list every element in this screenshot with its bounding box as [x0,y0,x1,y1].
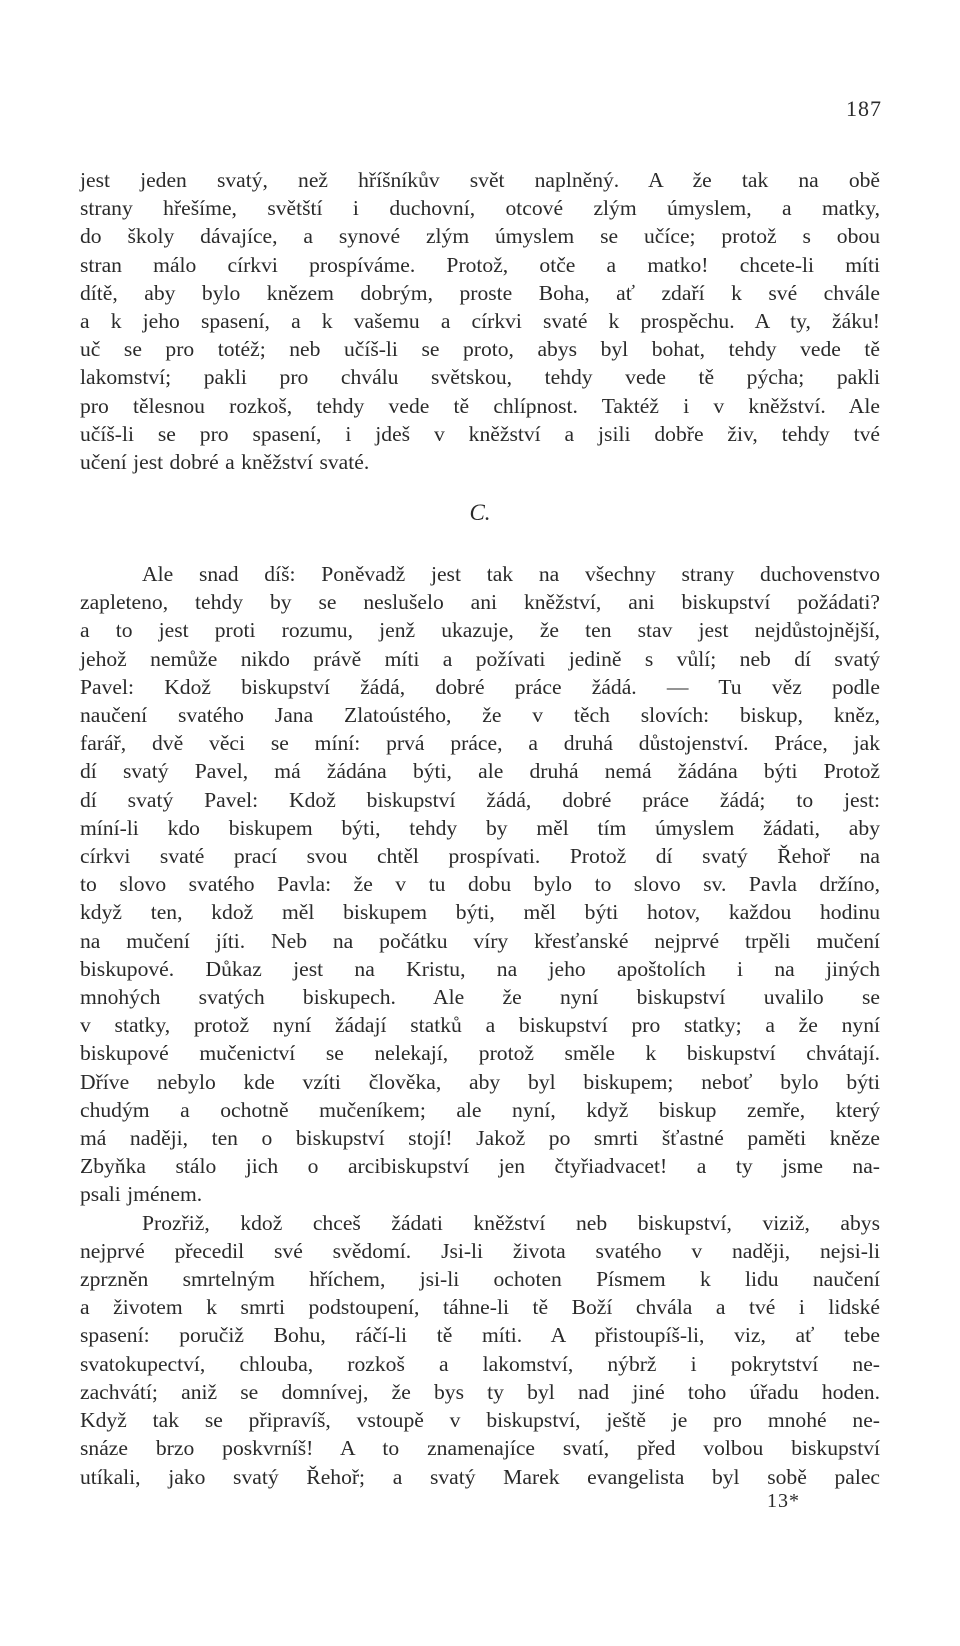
text-line: stran málo církvi prospíváme. Protož, otče a matko! chcete-li míti [80,252,880,277]
text-line: uč se pro totéž; neb učíš-li se proto, abys byl bohat, tehdy vede tě [80,337,880,362]
text-line: snáze brzo poskvrníš! A to znamenajíce svatí, před volbou biskupství [80,1436,880,1461]
text-line: jest jeden svatý, než hříšníkův svět naplněný. A že tak na obě [80,168,880,192]
text-line: utíkali, jako svatý Řehoř; a svatý Marek evangelista byl sobě palec [80,1464,880,1489]
paragraph-section-c [80,560,880,1491]
text-line: zprzněn smrtelným hříchem, jsi-li ochoten Písmem k lidu naučení [80,1267,880,1292]
text-line: spasení: poručiž Bohu, ráčí-li tě míti. A přistoupíš-li, viz, ať tebe [80,1323,880,1348]
text-line: v statky, protož nyní žádají statků a biskupství pro statky; a že nyní [80,1013,880,1038]
text-line: biskupové mučenictví se nelekají, protož směle k biskupství chvátají. [80,1041,880,1066]
text-line: mnohých svatých biskupech. Ale že nyní biskupství uvalilo se [80,985,880,1010]
text-line: naučení svatého Jana Zlatoústého, že v těch slovích: biskup, kněz, [80,703,880,728]
text-line: chudým a ochotně mučeníkem; ale nyní, když biskup zemře, který [80,1097,880,1122]
text-line: pro tělesnou rozkoš, tehdy vede tě chlípnost. Taktéž i v kněžství. Ale [80,393,880,418]
text-line: a to jest proti rozumu, jenž ukazuje, že ten stav jest nejdůstojnější, [80,618,880,643]
text-line: svatokupectví, chlouba, rozkoš a lakomství, nýbrž i pokrytství ne- [80,1351,880,1376]
text-line: církvi svaté prací svou chtěl prospívati. Protož dí svatý Řehoř na [80,844,880,869]
text-line: strany hřešíme, světští i duchovní, otcové zlým úmyslem, a matky, [80,196,880,221]
text-line: a životem k smrti podstoupení, táhne-li tě Boží chvála a tvé i lidské [80,1295,880,1320]
text-line: to slovo svatého Pavla: že v tu dobu bylo to slovo sv. Pavla držíno, [80,872,880,897]
text-line: nejprvé přecedil své svědomí. Jsi-li života svatého v naději, nejsi-li [80,1238,880,1263]
text-line: a k jeho spasení, a k vašemu a církvi svaté k prospěchu. A ty, žáku! [80,309,880,334]
text-line: dí svatý Pavel, má žádána býti, ale druhá nemá žádána býti Protož [80,759,880,784]
text-line: jehož nemůže nikdo právě míti a požívati jedině s vůlí; neb dí svatý [80,646,880,671]
text-line: zapleteno, tehdy by se neslušelo ani kněžství, ani biskupství požádati? [80,590,880,615]
paragraph-opening [80,166,880,476]
text-line: Pavel: Kdož biskupství žádá, dobré práce žádá. — Tu věz podle [80,674,880,699]
text-line: učíš-li se pro spasení, i jdeš v kněžství a jsili dobře živ, tehdy tvé [80,421,880,446]
text-line: má naději, ten o biskupství stojí! Jakož po smrti šťastné paměti kněze [80,1126,880,1151]
text-line: míní-li kdo biskupem býti, tehdy by měl tím úmyslem žádati, aby [80,815,880,840]
text-line: na mučení jíti. Neb na počátku víry křesťanské nejprvé trpěli mučení [80,928,880,953]
text-line: Prozřiž, kdož chceš žádati kněžství neb biskupství, viziž, abys [142,1210,880,1235]
page-number: 187 [846,96,882,121]
text-line: do školy dávajíce, a synové zlým úmyslem se učíce; protož s obou [80,224,880,249]
text-line: Když tak se připravíš, vstoupě v biskupství, ještě je pro mnohé ne- [80,1408,880,1433]
text-line: farář, dvě věci se míní: prvá práce, a druhá důstojenství. Práce, jak [80,731,880,756]
text-line: Zbyňka stálo jich o arcibiskupství jen čtyřiadvacet! a ty jsme na- [80,1154,880,1179]
text-line: učení jest dobré a kněžství svaté. [80,450,370,475]
text-line: lakomství; pakli pro chválu světskou, tehdy vede tě pýcha; pakli [80,365,880,390]
text-line: dítě, aby bylo knězem dobrým, proste Boha, ať zdaří k své chvále [80,280,880,305]
text-line: Dříve nebylo kde vzíti člověka, aby byl biskupem; neboť bylo býti [80,1069,880,1094]
section-heading: C. [469,500,491,525]
text-line: když ten, kdož měl biskupem býti, měl býti hotov, každou hodinu [80,900,880,925]
signature-mark: 13* [767,1490,800,1512]
text-line: zachvátí; aniž se domnívej, že bys ty byl nad jiné toho úřadu hoden. [80,1379,880,1404]
text-line: psali jménem. [80,1182,203,1207]
text-line: dí svatý Pavel: Kdož biskupství žádá, dobré práce žádá; to jest: [80,787,880,812]
text-line: biskupové. Důkaz jest na Kristu, na jeho apoštolích i na jiných [80,956,880,981]
text-line: Ale snad díš: Poněvadž jest tak na všechny strany duchovenstvo [142,562,880,586]
